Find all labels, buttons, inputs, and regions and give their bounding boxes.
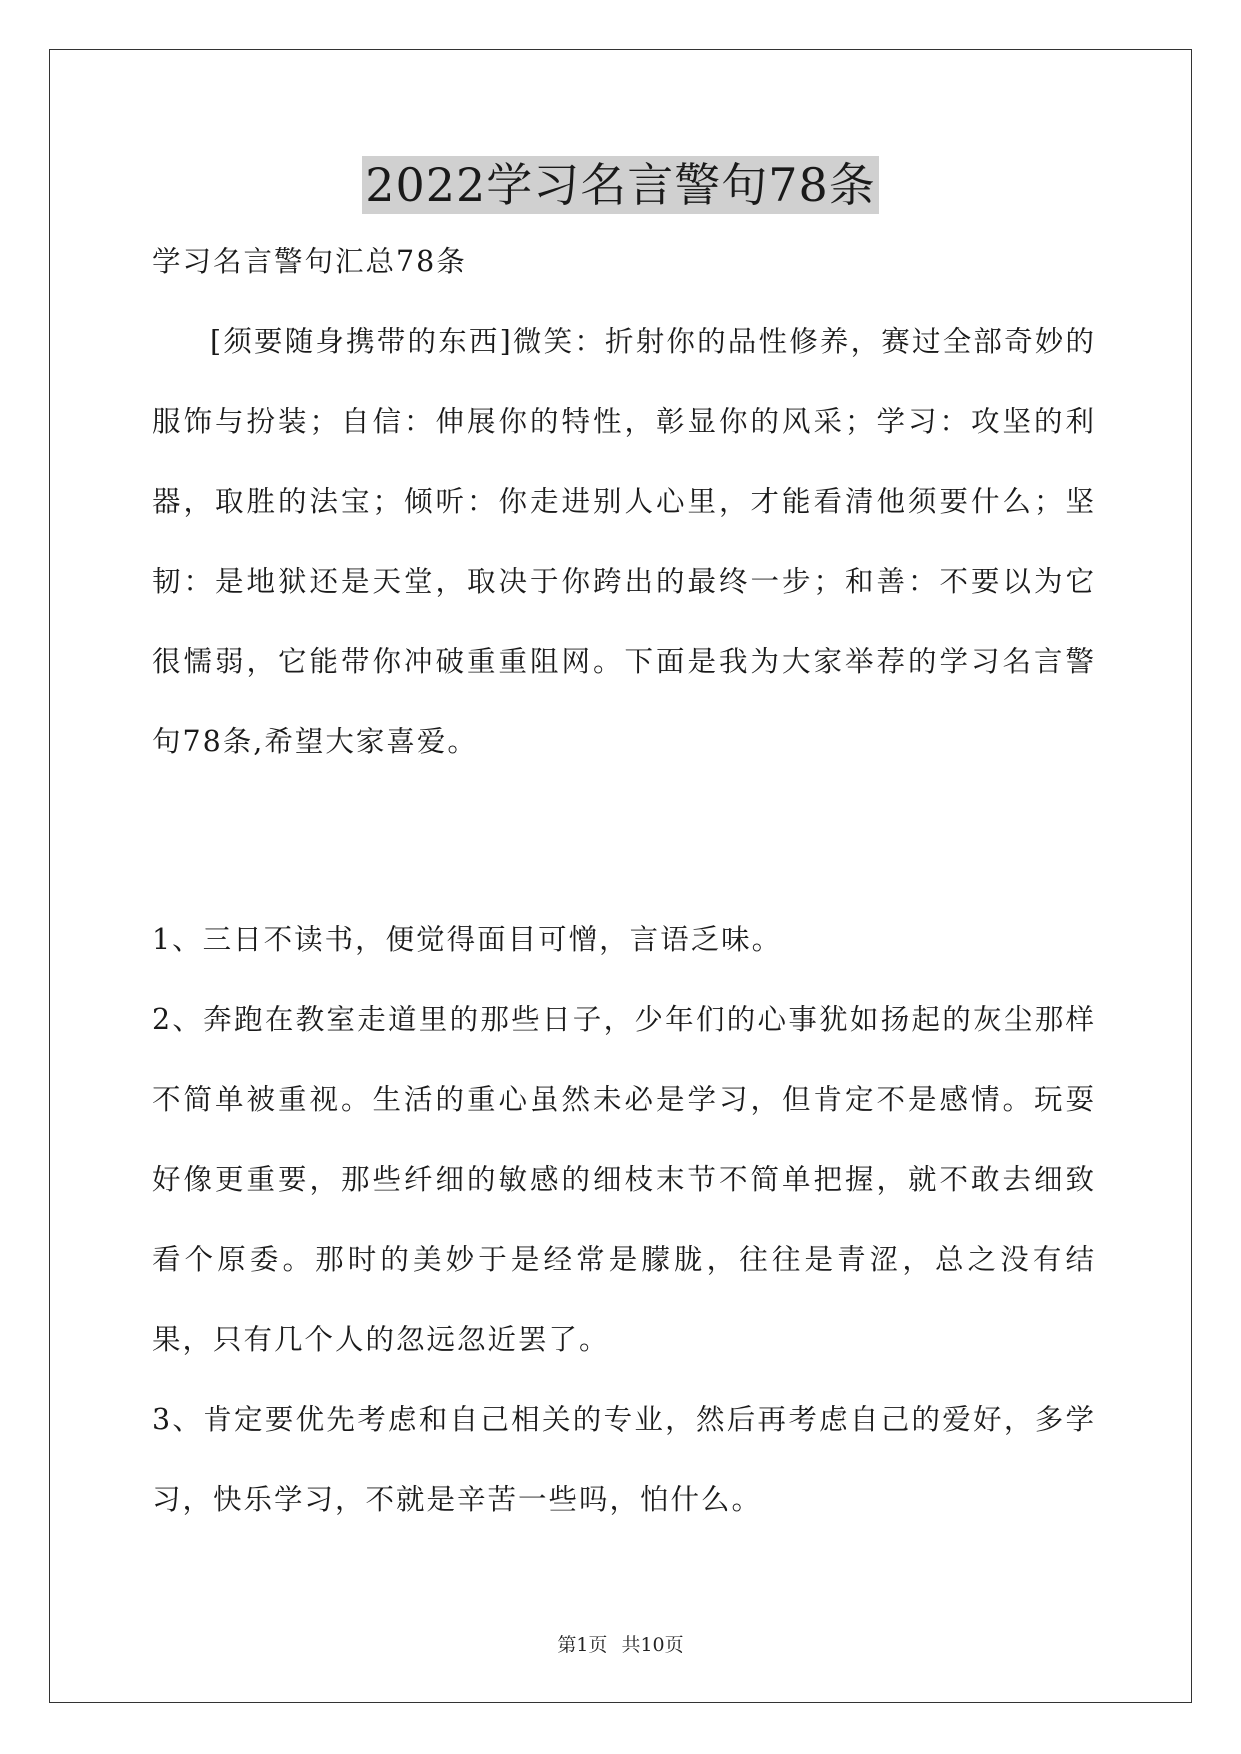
document-title: 2022学习名言警句78条	[362, 156, 879, 214]
page-footer	[0, 1630, 1241, 1657]
list-item: 3、肯定要优先考虑和自己相关的专业，然后再考虑自己的爱好，多学习，快乐学习，不就是辛苦一些吗，怕什么。	[152, 1403, 1096, 1516]
quote-list	[152, 900, 1096, 1540]
list-item: 1、三日不读书，便觉得面目可憎，言语乏味。	[152, 923, 783, 956]
intro-section	[152, 302, 1096, 782]
title-container	[0, 156, 1241, 214]
intro-paragraph: [须要随身携带的东西]微笑：折射你的品性修养，赛过全部奇妙的服饰与扮装；自信：伸展你的特性，彰显你的风采；学习：攻坚的利器，取胜的法宝；倾听：你走进别人心里，才能看清他须要什么；坚韧：是地狱还是天堂，取决于你跨出的最终一步；和善：不要以为它很懦弱，它能带你冲破重重阻网。下面是我为大家举荐的学习名言警句78条,希望大家喜爱。	[152, 325, 1096, 758]
document-subtitle: 学习名言警句汇总78条	[152, 245, 467, 278]
page-number: 第1页	[557, 1634, 608, 1656]
list-item: 2、奔跑在教室走道里的那些日子，少年们的心事犹如扬起的灰尘那样不简单被重视。生活的重心虽然未必是学习，但肯定不是感情。玩耍好像更重要，那些纤细的敏感的细枝末节不简单把握，就不敢去细致看个原委。那时的美妙于是经常是朦胧，往往是青涩，总之没有结果，只有几个人的忽远忽近罢了。	[152, 1003, 1096, 1356]
page-total: 共10页	[621, 1634, 684, 1656]
